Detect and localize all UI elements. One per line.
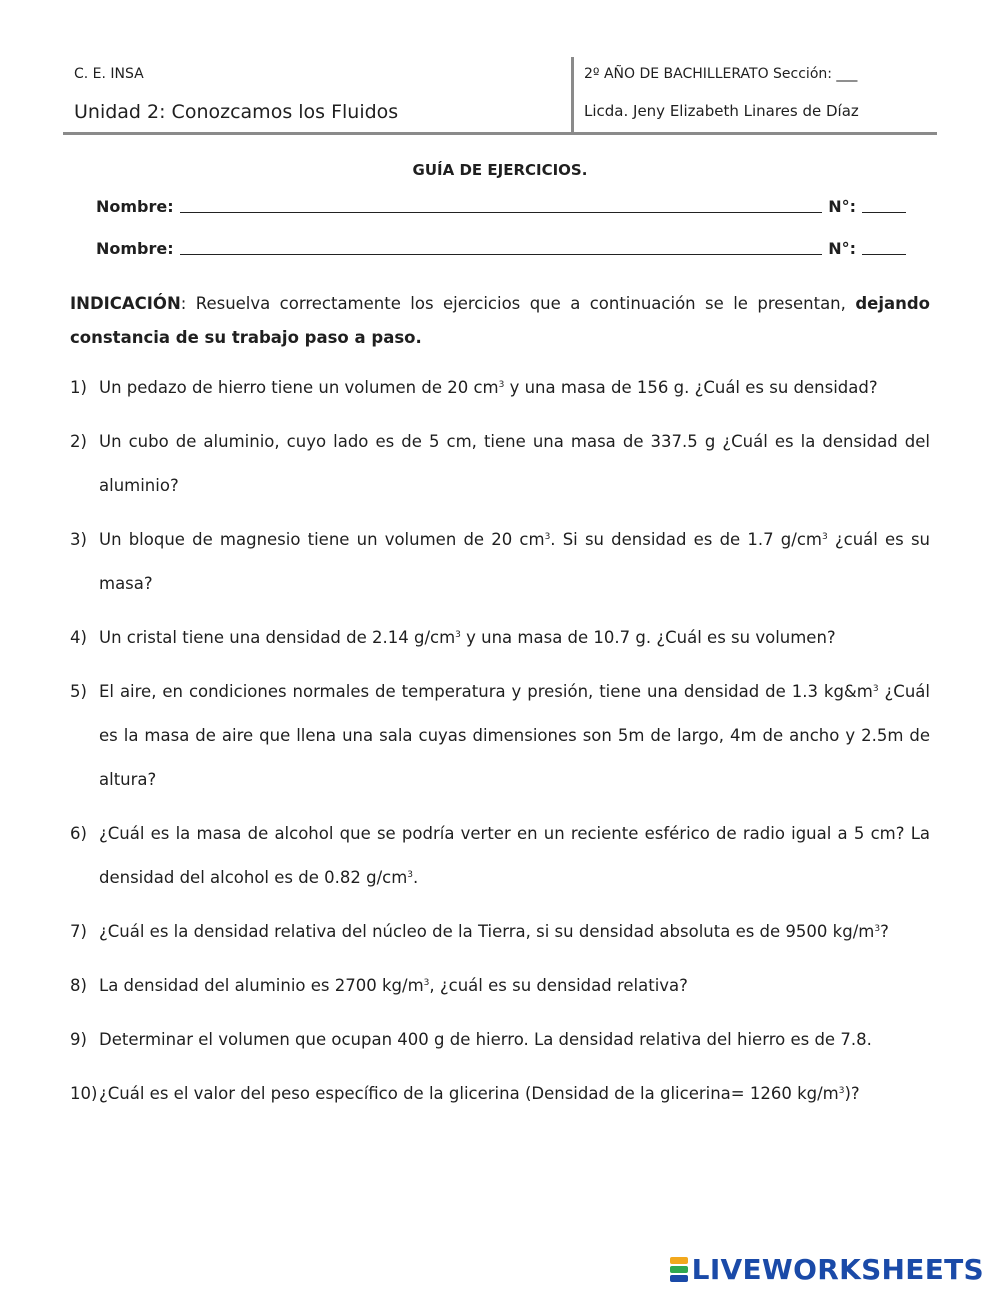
grade-section: 2º AÑO DE BACHILLERATO Sección: ___ (584, 66, 858, 82)
number-input-line[interactable] (862, 253, 906, 255)
superscript: 3 (874, 924, 881, 934)
question-number: 10) (70, 1084, 98, 1103)
question-number: 6) (70, 824, 87, 843)
teacher-name: Licda. Jeny Elizabeth Linares de Díaz (584, 102, 859, 120)
question-text: El aire, en condiciones normales de temperatura y presión, tiene una densidad de 1.3 $kg\&m^3$ ¿Cuál es la masa de aire que llena una sala cuyas dimensiones son 5m de largo, 4m de ancho y 2.5m de altura? (99, 682, 930, 789)
question-number: 2) (70, 432, 87, 451)
number-input-line[interactable] (862, 211, 906, 213)
name-label: Nombre: (96, 197, 174, 216)
instructions-bold-text: dejando constancia de su trabajo paso a paso. (70, 294, 930, 347)
header-divider-vertical (571, 57, 574, 133)
question-item (70, 1072, 930, 1116)
question-item (70, 670, 930, 802)
superscript: 3 (407, 870, 414, 880)
superscript: 3 (498, 380, 505, 390)
header-divider-horizontal (63, 132, 937, 135)
school-name: C. E. INSA (74, 66, 144, 82)
superscript: 3 (544, 532, 551, 542)
question-number: 8) (70, 976, 87, 995)
question-text: Un cristal tiene una densidad de 2.14 $g/cm^3$ y una masa de 10.7 g. ¿Cuál es su volumen? (99, 628, 836, 647)
name-input-line[interactable] (180, 211, 823, 213)
question-item (70, 812, 930, 900)
question-text: ¿Cuál es el valor del peso específico de la glicerina (Densidad de la glicerina= 1260 $kg/m^3$)? (99, 1084, 860, 1103)
question-number: 4) (70, 628, 87, 647)
question-item (70, 420, 930, 508)
superscript: 3 (872, 684, 879, 694)
instructions (70, 287, 930, 355)
name-input-line[interactable] (180, 253, 823, 255)
superscript: 3 (455, 630, 461, 640)
question-text: Determinar el volumen que ocupan 400 g de hierro. La densidad relativa del hierro es de 7.8. (99, 1030, 872, 1049)
question-number: 3) (70, 530, 87, 549)
instructions-label: INDICACIÓN (70, 294, 181, 313)
question-item (70, 518, 930, 606)
question-item (70, 1018, 930, 1062)
unit-title: Unidad 2: Conozcamos los Fluidos (74, 101, 399, 123)
logo-text: LIVEWORKSHEETS (691, 1253, 984, 1286)
superscript: 3 (423, 978, 430, 988)
name-field-row-2 (96, 239, 906, 258)
question-text: Un bloque de magnesio tiene un volumen de 20 $cm^3$. Si su densidad es de 1.7 $g/cm^3$ ¿cuál es su masa? (99, 530, 930, 593)
question-number: 5) (70, 682, 87, 701)
superscript: 3 (821, 532, 828, 542)
question-number: 9) (70, 1030, 87, 1049)
number-label: N°: (828, 239, 856, 258)
question-number: 7) (70, 922, 87, 941)
question-item (70, 366, 930, 410)
question-text: Un cubo de aluminio, cuyo lado es de 5 cm, tiene una masa de 337.5 g ¿Cuál es la densidad del aluminio? (99, 432, 930, 495)
question-number: 1) (70, 378, 87, 397)
number-label: N°: (828, 197, 856, 216)
question-text: Un pedazo de hierro tiene un volumen de 20 $cm^3$ y una masa de 156 g. ¿Cuál es su densidad? (99, 378, 878, 397)
question-text: ¿Cuál es la densidad relativa del núcleo de la Tierra, si su densidad absoluta es de 9500 $kg/m^3$? (99, 922, 889, 941)
question-text: ¿Cuál es la masa de alcohol que se podría verter en un reciente esférico de radio igual a 5 cm? La densidad del alcohol es de 0.82 $g/cm^3$. (99, 824, 930, 887)
instructions-text: : Resuelva correctamente los ejercicios que a continuación se le presentan, (180, 294, 856, 313)
name-field-row-1 (96, 197, 906, 216)
question-item (70, 910, 930, 954)
question-item (70, 964, 930, 1008)
liveworksheets-logo (670, 1253, 984, 1286)
question-text: La densidad del aluminio es 2700 $kg/m^3$, ¿cuál es su densidad relativa? (99, 976, 688, 995)
superscript: 3 (838, 1086, 845, 1096)
page-title: GUÍA DE EJERCICIOS. (412, 161, 588, 179)
question-item (70, 616, 930, 660)
logo-mark-icon (670, 1257, 688, 1282)
name-label: Nombre: (96, 239, 174, 258)
